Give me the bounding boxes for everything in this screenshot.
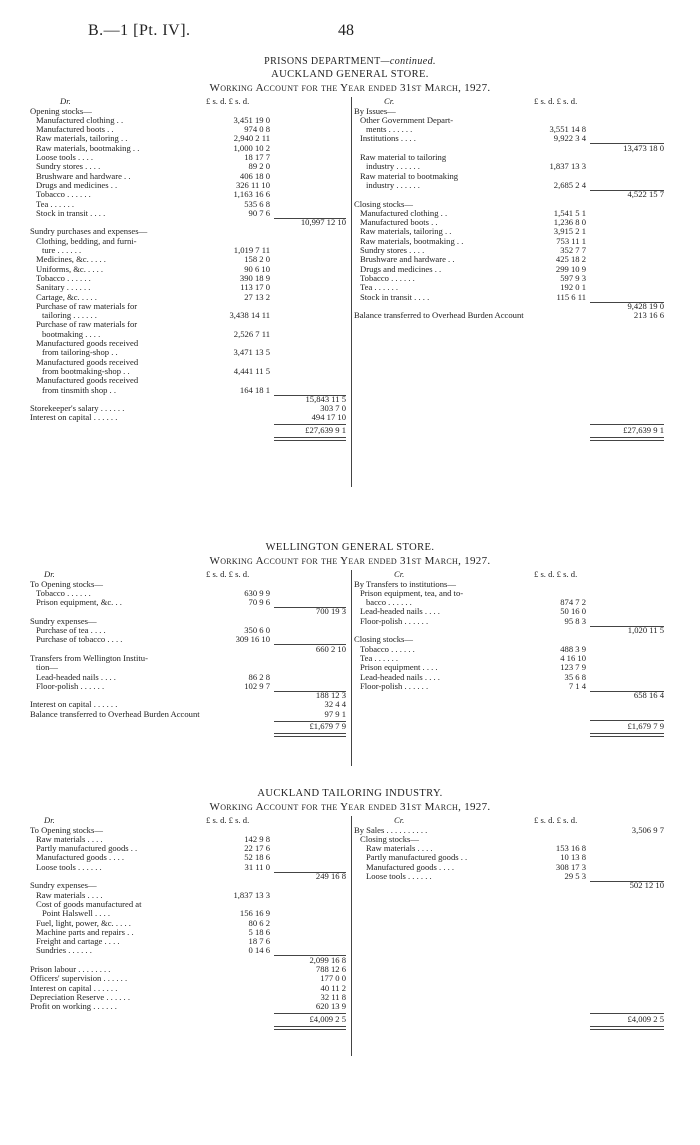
credit-side: [354, 569, 664, 731]
row-label: industry . . . . . .: [366, 179, 420, 190]
outer-amount: 4,522 15 7: [627, 189, 664, 200]
account-row: [354, 181, 664, 190]
account-row: [354, 872, 664, 881]
row-label: industry . . . . . .: [366, 161, 420, 172]
debit-label: Dr.: [60, 96, 71, 106]
inner-amount: 2,526 7 11: [233, 328, 270, 339]
debit-total: £1,679 7 9: [309, 721, 346, 732]
outer-amount: 15,843 11 5: [305, 393, 346, 404]
row-label: Freight and cartage . . . .: [36, 936, 120, 947]
credit-side: [354, 815, 664, 1024]
outer-amount: 658 16 4: [633, 690, 664, 701]
outer-amount: 303 7 0: [320, 403, 346, 414]
account-subtitle: Working Account for the Year ended 31st March, 1927.: [209, 82, 491, 94]
inner-amount: 153 16 8: [555, 843, 586, 854]
row-label: Tobacco . . . . . .: [36, 272, 91, 283]
row-label: Sundry expenses—: [30, 880, 97, 891]
debit-label: Dr.: [44, 569, 55, 579]
inner-amount: 18 17 7: [244, 152, 270, 163]
row-label: from bootmaking-shop . .: [42, 365, 130, 376]
row-label: Manufactured goods received: [36, 375, 139, 386]
row-label: Interest on capital . . . . . .: [30, 699, 118, 710]
account-row: [30, 190, 348, 199]
row-label: Tea . . . . . .: [360, 282, 399, 293]
inner-amount: 52 18 6: [244, 852, 270, 863]
row-label: Lead-headed nails . . . .: [360, 671, 440, 682]
double-rule: [590, 1026, 664, 1030]
document-reference: B.—1 [Pt. IV].: [88, 22, 191, 39]
row-label: Prison equipment, tea, and to-: [360, 587, 464, 598]
inner-amount: 102 9 7: [244, 680, 270, 691]
outer-amount: 10,997 12 10: [300, 217, 346, 228]
inner-amount: 123 7 9: [560, 662, 586, 673]
debit-side: [30, 97, 348, 437]
row-label: Sundry stores . . . .: [360, 245, 425, 256]
row-label: Raw materials, tailoring . .: [360, 226, 452, 237]
row-label: Sanitary . . . . . .: [36, 282, 91, 293]
row-label: Purchase of tea . . . .: [36, 625, 106, 636]
outer-amount: 188 12 3: [315, 690, 346, 701]
inner-amount: 1,000 10 2: [233, 142, 270, 153]
row-label: Purchase of raw materials for: [36, 300, 138, 311]
outer-amount: 97 9 1: [324, 708, 346, 719]
row-label: Opening stocks—: [30, 105, 92, 116]
double-rule: [274, 437, 346, 441]
outer-amount: 249 16 8: [315, 871, 346, 882]
inner-amount: 1,837 13 3: [549, 161, 586, 172]
inner-amount: 630 9 9: [244, 587, 270, 598]
row-label: Purchase of tobacco . . . .: [36, 634, 123, 645]
credit-total-row: [354, 1012, 664, 1026]
row-label: Stock in transit . . . .: [36, 207, 106, 218]
debit-rows: [30, 107, 348, 423]
row-label: Interest on capital . . . . . .: [30, 412, 118, 423]
row-label: Raw materials . . . .: [36, 889, 103, 900]
account-row: [30, 598, 348, 607]
row-label: Closing stocks—: [354, 634, 413, 645]
outer-amount: 502 12 10: [629, 880, 664, 891]
inner-amount: 86 2 8: [248, 671, 270, 682]
credit-column-heads: £ s. d. £ s. d.: [534, 815, 578, 825]
credit-label: Cr.: [384, 96, 395, 106]
account-title: AUCKLAND GENERAL STORE.: [271, 69, 429, 80]
row-label: Manufactured goods . . . .: [366, 861, 455, 872]
account-row: [354, 134, 664, 143]
row-label: Storekeeper's salary . . . . . .: [30, 403, 125, 414]
row-label: Cost of goods manufactured at: [36, 898, 142, 909]
row-label: To Opening stocks—: [30, 824, 103, 835]
auckland-general-store-section: [0, 56, 700, 487]
account-row: [30, 1002, 348, 1011]
inner-amount: 10 13 8: [560, 852, 586, 863]
inner-amount: 299 10 9: [555, 263, 586, 274]
credit-column-heads: £ s. d. £ s. d.: [534, 569, 578, 579]
double-rule: [274, 1026, 346, 1030]
row-label: Loose tools . . . . . .: [366, 871, 432, 882]
row-label: Floor-polish . . . . . .: [360, 680, 429, 691]
row-label: Manufactured clothing . .: [360, 207, 448, 218]
credit-side: [354, 96, 664, 435]
row-label: Raw materials, tailoring . .: [36, 133, 128, 144]
row-label: Manufactured boots . .: [36, 124, 114, 135]
debit-total-row: [30, 719, 348, 733]
inner-amount: 3,438 14 11: [229, 310, 270, 321]
account-row: [30, 386, 348, 395]
row-label: Raw materials . . . .: [36, 833, 103, 844]
outer-amount: 213 16 6: [633, 310, 664, 321]
row-label: Loose tools . . . .: [36, 152, 94, 163]
row-label: Raw materials, bootmaking . .: [360, 235, 464, 246]
inner-amount: 18 7 6: [248, 936, 270, 947]
account-row: [30, 654, 348, 663]
row-label: Raw material to tailoring: [360, 152, 447, 163]
row-label: Sundry stores . . . .: [36, 161, 101, 172]
row-label: Other Government Depart-: [360, 114, 454, 125]
column-divider: [351, 570, 352, 766]
credit-total: £4,009 2 5: [627, 1014, 664, 1024]
total-rule: [590, 424, 664, 425]
row-label: Prison labour . . . . . . . .: [30, 964, 111, 975]
account-subtitle: Working Account for the Year ended 31st March, 1927.: [209, 801, 491, 813]
row-label: Brushware and hardware . .: [360, 254, 455, 265]
account-row: [30, 710, 348, 719]
working-account: [0, 570, 700, 766]
outer-amount: 2,099 16 8: [309, 954, 346, 965]
inner-amount: 95 8 3: [564, 615, 586, 626]
inner-amount: 80 6 2: [248, 917, 270, 928]
wellington-general-store-section: [0, 541, 700, 766]
inner-amount: 35 6 8: [564, 671, 586, 682]
row-label: Floor-polish . . . . . .: [360, 615, 429, 626]
inner-amount: 5 18 6: [248, 926, 270, 937]
inner-amount: 4 16 10: [560, 652, 586, 663]
inner-amount: 406 18 0: [239, 170, 270, 181]
row-label: Partly manufactured goods . .: [366, 852, 468, 863]
row-label: Interest on capital . . . . . .: [30, 982, 118, 993]
inner-amount: 142 9 8: [244, 833, 270, 844]
inner-amount: 115 6 11: [556, 291, 586, 302]
account-row: [30, 413, 348, 422]
inner-amount: 156 16 9: [239, 908, 270, 919]
inner-amount: 0 14 6: [248, 945, 270, 956]
row-label: Manufactured clothing . .: [36, 114, 124, 125]
inner-amount: 390 18 9: [239, 272, 270, 283]
row-label: Tobacco . . . . . .: [36, 587, 91, 598]
debit-rows: [30, 580, 348, 719]
account-row: [354, 881, 664, 890]
row-label: Uniforms, &c. . . . .: [36, 263, 104, 274]
debit-total-row: [30, 423, 348, 437]
row-label: Manufactured boots . .: [360, 217, 438, 228]
row-label: Manufactured goods received: [36, 356, 139, 367]
outer-amount: 13,473 18 0: [623, 142, 664, 153]
debit-rows: [30, 826, 348, 1012]
row-label: Stock in transit . . . .: [360, 291, 430, 302]
debit-column-heads: £ s. d. £ s. d.: [206, 569, 250, 579]
row-label: Sundries . . . . . .: [36, 945, 92, 956]
row-label: To Opening stocks—: [30, 578, 103, 589]
row-label: Floor-polish . . . . . .: [36, 680, 105, 691]
row-label: Prison equipment . . . .: [360, 662, 438, 673]
row-label: Raw materials, bootmaking . .: [36, 142, 140, 153]
row-label: Point Halswell . . . .: [42, 908, 111, 919]
inner-amount: 192 0 1: [560, 282, 586, 293]
inner-amount: 70 9 6: [248, 597, 270, 608]
department-heading: PRISONS DEPARTMENT—continued.: [264, 56, 436, 67]
column-divider: [351, 97, 352, 487]
row-label: Profit on working . . . . . .: [30, 1001, 117, 1012]
row-label: Fuel, light, power, &c. . . . .: [36, 917, 131, 928]
inner-amount: 3,551 14 8: [549, 124, 586, 135]
account-row: [354, 691, 664, 700]
working-account: [0, 816, 700, 1056]
inner-amount: 974 0 8: [244, 124, 270, 135]
debit-side: [30, 570, 348, 733]
row-label: Tobacco . . . . . .: [360, 643, 415, 654]
row-label: Tea . . . . . .: [36, 198, 75, 209]
inner-amount: 22 17 6: [244, 843, 270, 854]
inner-amount: 309 16 10: [235, 634, 270, 645]
inner-amount: 308 17 3: [555, 861, 586, 872]
double-rule: [590, 733, 664, 737]
row-label: from tinsmith shop . .: [42, 384, 117, 395]
account-title: AUCKLAND TAILORING INDUSTRY.: [257, 788, 443, 799]
total-rule: [590, 720, 664, 721]
account-row: [30, 863, 348, 872]
inner-amount: 2,940 2 11: [233, 133, 270, 144]
inner-amount: 29 5 3: [564, 871, 586, 882]
inner-amount: 113 17 0: [240, 282, 270, 293]
credit-total: £27,639 9 1: [623, 425, 664, 435]
outer-amount: 1,020 11 5: [627, 625, 664, 636]
account-title: WELLINGTON GENERAL STORE.: [265, 542, 435, 553]
row-label: Officers' supervision . . . . . .: [30, 973, 128, 984]
row-label: Loose tools . . . . . .: [36, 861, 102, 872]
account-row: [354, 645, 664, 654]
outer-amount: 700 19 3: [315, 606, 346, 617]
credit-column-heads: £ s. d. £ s. d.: [534, 96, 578, 106]
row-label: Transfers from Wellington Institu-: [30, 652, 148, 663]
inner-amount: 3,915 2 1: [553, 226, 586, 237]
inner-amount: 350 6 0: [244, 625, 270, 636]
inner-amount: 1,163 16 6: [233, 189, 270, 200]
row-label: Tobacco . . . . . .: [360, 272, 415, 283]
account-row: [30, 635, 348, 644]
page-header: [0, 22, 700, 42]
outer-amount: 32 11 8: [320, 991, 346, 1002]
outer-amount: 494 17 10: [311, 412, 346, 423]
row-label: By Transfers to institutions—: [354, 578, 456, 589]
debit-column-heads: £ s. d. £ s. d.: [206, 815, 250, 825]
inner-amount: 488 3 9: [560, 643, 586, 654]
row-label: Machine parts and repairs . .: [36, 926, 134, 937]
row-label: By Issues—: [354, 105, 396, 116]
account-row: [354, 274, 664, 283]
inner-amount: 27 13 2: [244, 291, 270, 302]
double-rule: [590, 437, 664, 441]
row-label: ture . . . . . .: [42, 245, 82, 256]
row-label: from tailoring-shop . .: [42, 347, 118, 358]
page-number: 48: [338, 22, 354, 39]
row-label: ments . . . . . .: [366, 124, 413, 135]
credit-total-row: [354, 719, 664, 733]
outer-amount: 620 13 9: [315, 1001, 346, 1012]
row-label: Partly manufactured goods . .: [36, 843, 138, 854]
row-label: bootmaking . . . .: [42, 328, 101, 339]
inner-amount: 7 1 4: [568, 680, 586, 691]
account-row: [354, 311, 664, 320]
inner-amount: 1,019 7 11: [233, 245, 270, 256]
inner-amount: 164 18 1: [239, 384, 270, 395]
column-divider: [351, 816, 352, 1056]
debit-total: £4,009 2 5: [309, 1013, 346, 1024]
inner-amount: 3,451 19 0: [233, 114, 270, 125]
auckland-tailoring-industry-section: [0, 787, 700, 1056]
row-label: Clothing, bedding, and furni-: [36, 235, 137, 246]
double-rule: [274, 733, 346, 737]
inner-amount: 753 11 1: [556, 235, 586, 246]
row-label: Manufactured goods . . . .: [36, 852, 125, 863]
outer-amount: 32 4 4: [324, 699, 346, 710]
row-label: Institutions . . . .: [360, 133, 416, 144]
inner-amount: 425 18 2: [555, 254, 586, 265]
row-label: Tobacco . . . . . .: [36, 189, 91, 200]
row-label: Tea . . . . . .: [360, 652, 399, 663]
inner-amount: 1,837 13 3: [233, 889, 270, 900]
inner-amount: 352 7 7: [560, 245, 586, 256]
debit-total: £27,639 9 1: [305, 424, 346, 435]
inner-amount: 90 7 6: [248, 207, 270, 218]
credit-total: £1,679 7 9: [627, 721, 664, 731]
row-label: tion—: [36, 662, 58, 673]
row-label: Prison equipment, &c. . .: [36, 597, 122, 608]
inner-amount: 874 7 2: [560, 597, 586, 608]
inner-amount: 158 2 0: [244, 254, 270, 265]
account-row: [30, 946, 348, 955]
row-label: Lead-headed nails . . . .: [36, 671, 116, 682]
inner-amount: 326 11 10: [235, 179, 270, 190]
row-label: Closing stocks—: [360, 833, 419, 844]
inner-amount: 31 11 0: [244, 861, 270, 872]
row-label: Sundry purchases and expenses—: [30, 226, 148, 237]
row-label: Balance transferred to Overhead Burden Account: [30, 708, 200, 719]
row-label: Lead-headed nails . . . .: [360, 606, 440, 617]
credit-total-row: [354, 423, 664, 437]
working-account: [0, 97, 700, 487]
account-row: [30, 682, 348, 691]
row-label: Drugs and medicines . .: [36, 179, 118, 190]
outer-amount: 3,506 9 7: [631, 824, 664, 835]
row-label: Raw materials . . . .: [366, 843, 433, 854]
row-label: Drugs and medicines . .: [360, 263, 442, 274]
credit-label: Cr.: [394, 815, 405, 825]
debit-side: [30, 816, 348, 1026]
account-row: [354, 617, 664, 626]
row-label: Sundry expenses—: [30, 615, 97, 626]
row-label: Depreciation Reserve . . . . . .: [30, 991, 130, 1002]
account-subtitle: Working Account for the Year ended 31st March, 1927.: [209, 555, 491, 567]
account-row: [354, 682, 664, 691]
debit-total-row: [30, 1012, 348, 1026]
inner-amount: 89 2 0: [248, 161, 270, 172]
outer-amount: 788 12 6: [315, 964, 346, 975]
inner-amount: 1,236 8 0: [553, 217, 586, 228]
credit-rows: [354, 580, 664, 701]
credit-rows: [354, 107, 664, 321]
inner-amount: 2,685 2 4: [553, 179, 586, 190]
row-label: tailoring . . . . . .: [42, 310, 97, 321]
row-label: Raw material to bootmaking: [360, 170, 459, 181]
outer-amount: 660 2 10: [315, 643, 346, 654]
inner-amount: 3,471 13 5: [233, 347, 270, 358]
debit-column-heads: £ s. d. £ s. d.: [206, 96, 250, 106]
inner-amount: 4,441 11 5: [233, 365, 270, 376]
row-label: Brushware and hardware . .: [36, 170, 131, 181]
outer-amount: 177 0 0: [320, 973, 346, 984]
inner-amount: 90 6 10: [244, 263, 270, 274]
row-label: By Sales . . . . . . . . . .: [354, 824, 428, 835]
credit-label: Cr.: [394, 569, 405, 579]
inner-amount: 535 6 8: [244, 198, 270, 209]
account-row: [354, 293, 664, 302]
inner-amount: 9,922 3 4: [553, 133, 586, 144]
total-rule: [590, 1013, 664, 1014]
row-label: Medicines, &c. . . . .: [36, 254, 106, 265]
row-label: Balance transferred to Overhead Burden Account: [354, 310, 524, 321]
outer-amount: 40 11 2: [320, 982, 346, 993]
inner-amount: 597 9 3: [560, 272, 586, 283]
row-label: Purchase of raw materials for: [36, 319, 138, 330]
credit-rows: [354, 826, 664, 891]
row-label: Cartage, &c. . . . .: [36, 291, 97, 302]
row-label: Manufactured goods received: [36, 338, 139, 349]
debit-label: Dr.: [44, 815, 55, 825]
inner-amount: 50 16 0: [560, 606, 586, 617]
outer-amount: 9,428 19 0: [627, 300, 664, 311]
row-label: bacco . . . . . .: [366, 597, 412, 608]
row-label: Closing stocks—: [354, 198, 413, 209]
inner-amount: 1,541 5 1: [553, 207, 586, 218]
